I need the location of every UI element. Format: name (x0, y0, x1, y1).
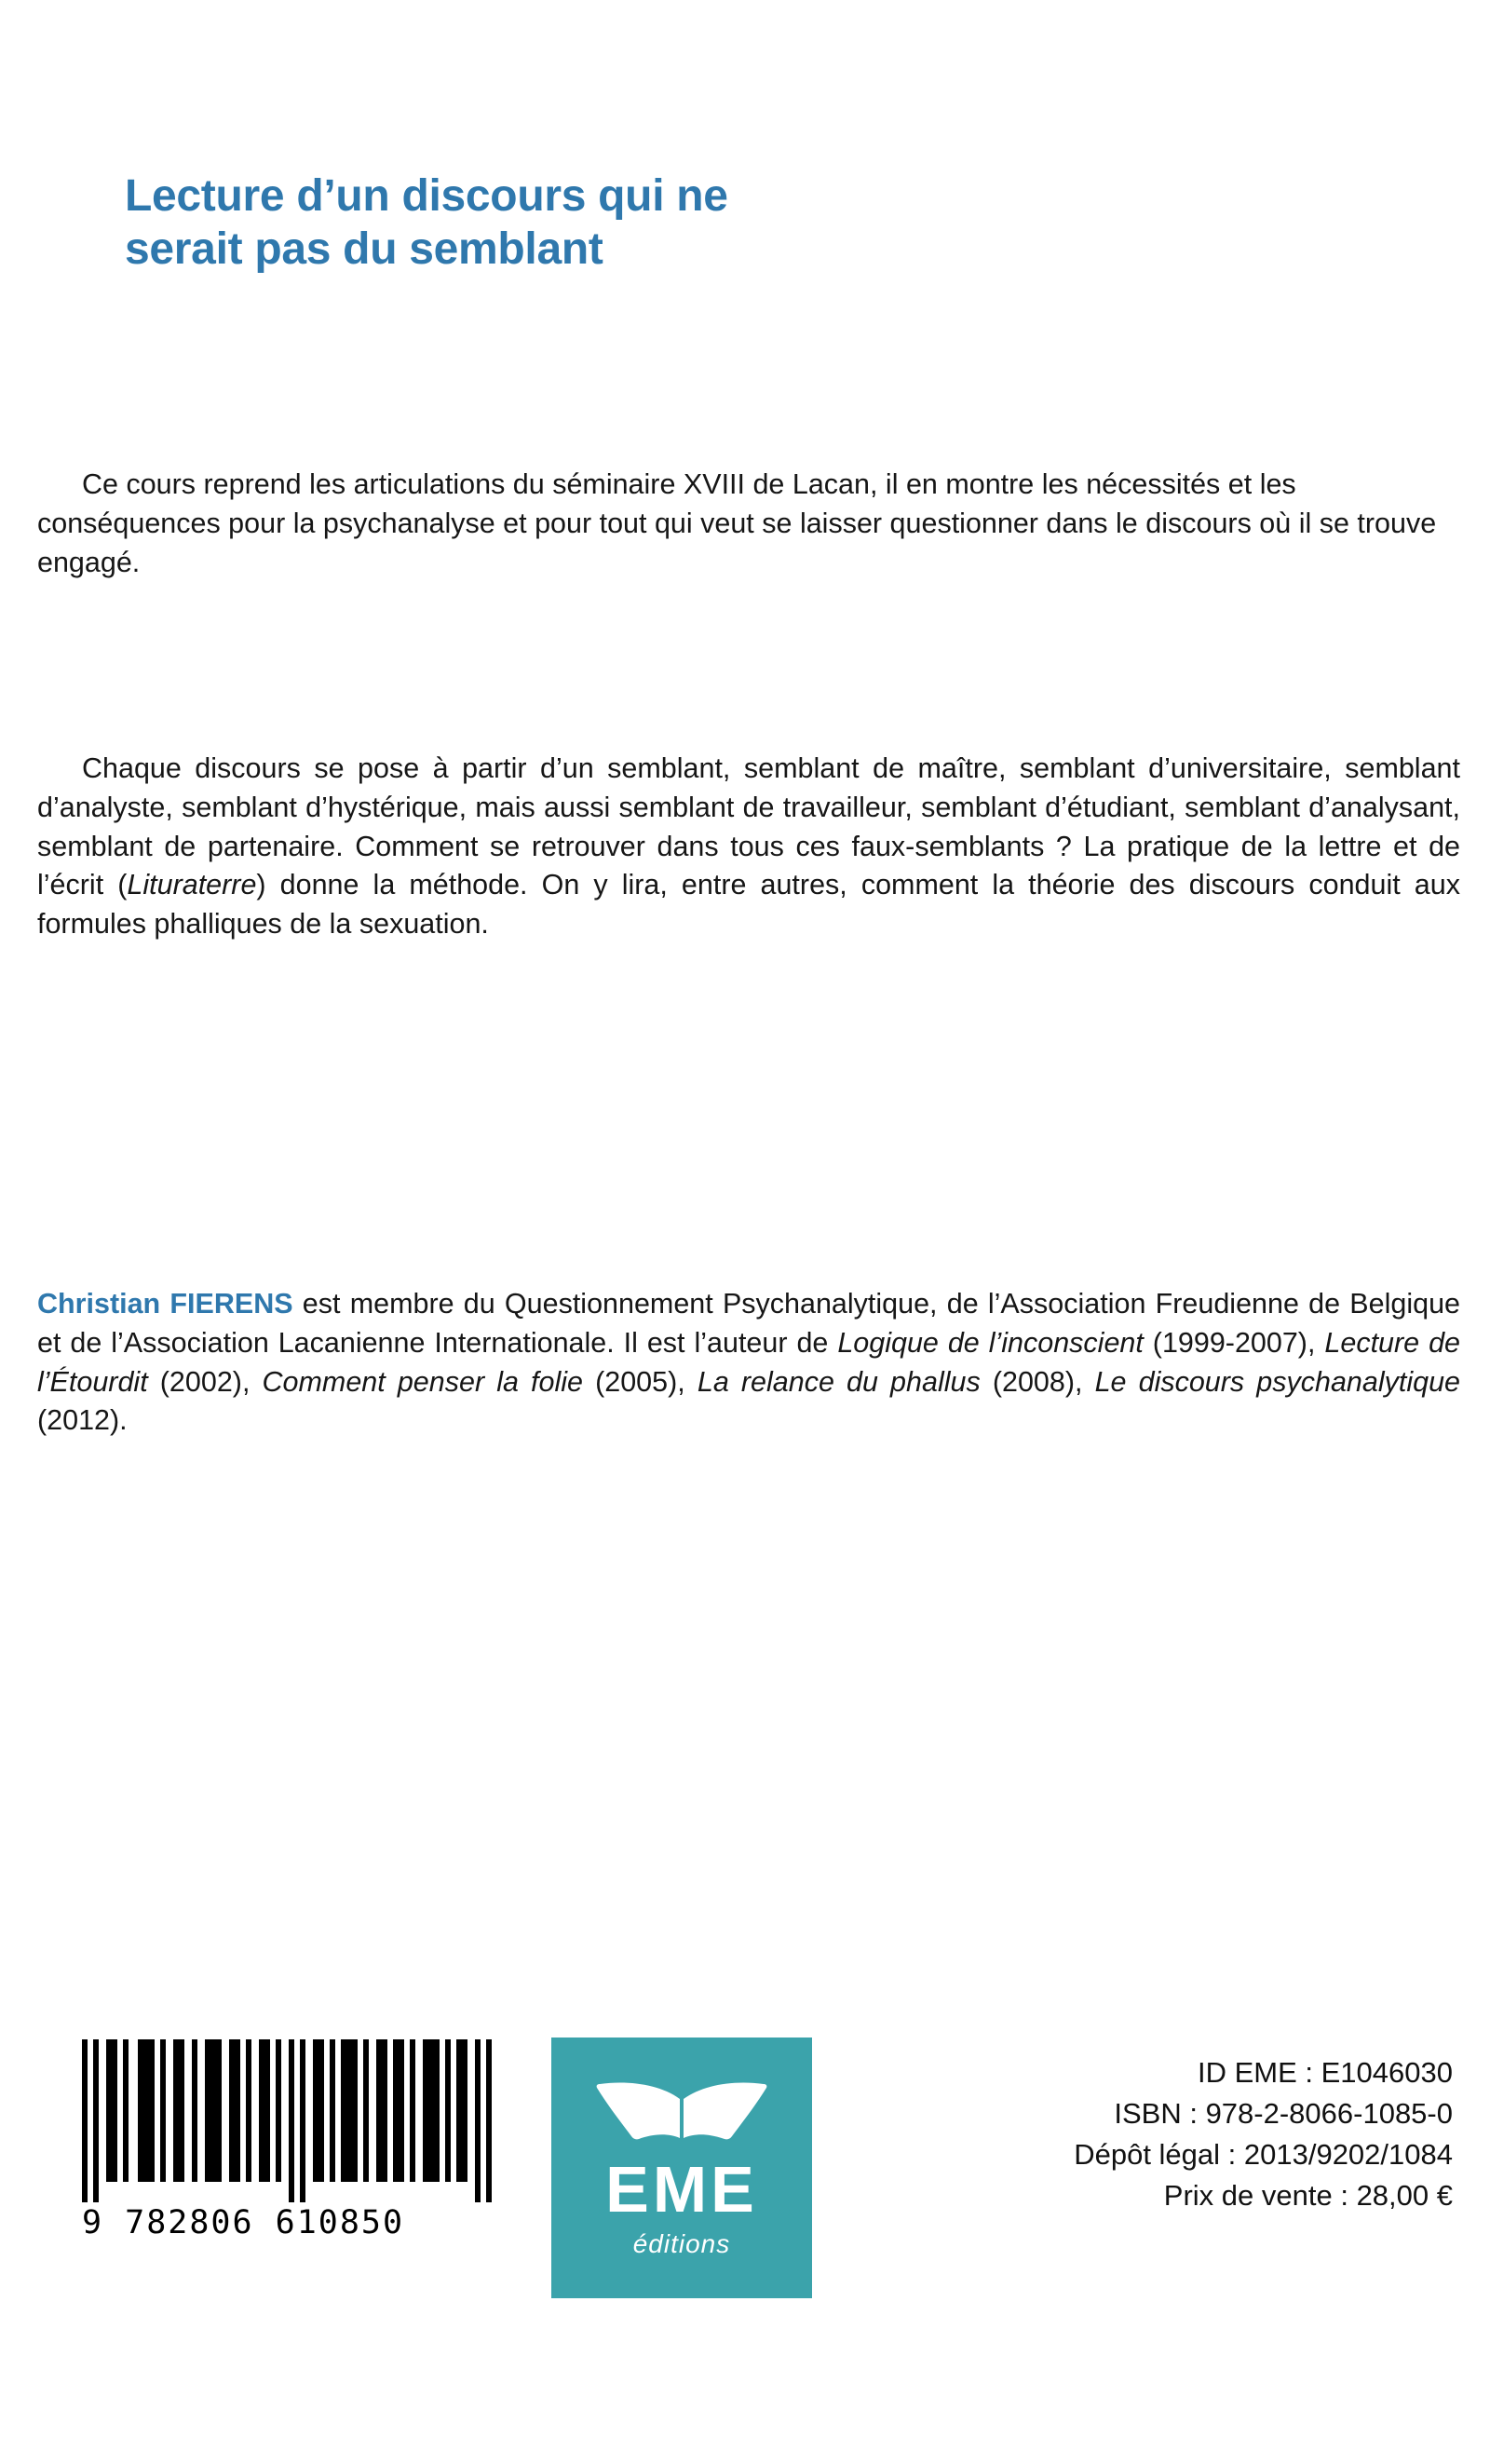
work-title-lecture-de-letourdit: Lecture de l’Étourdit (37, 1326, 1460, 1398)
author-bio-text-3: (2002), (147, 1365, 263, 1398)
info-price: Prix de vente : 28,00 € (1163, 2179, 1453, 2213)
publication-info (801, 2052, 1453, 2216)
summary-paragraph-2 (37, 750, 1460, 944)
summary-paragraph-1-text: Ce cours reprend les articulations du séminaire XVIII de Lacan, il en montre les nécessités et les conséquences pour la psychanalyse et pour tout qui veut se laisser questionner dans le discours où il se trouve engagé. (37, 468, 1437, 578)
author-name: Christian FIERENS (37, 1288, 293, 1320)
work-title-logique-de-linconscient: Logique de l’inconscient (837, 1326, 1144, 1359)
open-book-icon (594, 2080, 769, 2149)
barcode-number: 9 782806 610850 (82, 2204, 405, 2241)
work-title-la-relance-du-phallus: La relance du phallus (697, 1365, 981, 1398)
publisher-subtitle: éditions (632, 2229, 731, 2258)
work-title-le-discours-psychanalytique: Le discours psychanalytique (1094, 1365, 1461, 1398)
info-depot-legal: Dépôt légal : 2013/9202/1084 (1074, 2138, 1453, 2172)
info-isbn: ISBN : 978-2-8066-1085-0 (1114, 2097, 1453, 2131)
publisher-name: EME (605, 2153, 758, 2226)
work-title-comment-penser-la-folie: Comment penser la folie (262, 1365, 583, 1398)
summary-paragraph-2-text-b: ) donne la méthode. On y lira, entre autres, comment la théorie des discours conduit aux formules phalliques de la sexuation. (37, 869, 1460, 941)
footer (0, 2030, 1490, 2347)
work-title-lituraterre: Lituraterre (127, 869, 257, 901)
author-bio-paragraph (37, 1285, 1460, 1441)
page-title (125, 170, 1280, 276)
author-bio-text-6: (2012). (37, 1404, 128, 1437)
author-bio-text-2: (1999-2007), (1143, 1326, 1325, 1359)
info-id-eme: ID EME : E1046030 (1198, 2056, 1453, 2089)
title-line-1: Lecture d’un discours qui ne (125, 171, 728, 221)
author-bio-text-1: est membre du Questionnement Psychanalytique, de l’Association Freudienne de Belgique et de l’Association Lacanienne Internationale. Il est l’auteur de (37, 1288, 1460, 1359)
barcode (82, 2039, 501, 2241)
barcode-bars (82, 2039, 497, 2202)
author-bio-text-4: (2005), (583, 1365, 698, 1398)
author-bio-text-5: (2008), (980, 1365, 1095, 1398)
summary-paragraph-2-text-a: Chaque discours se pose à partir d’un semblant, semblant de maître, semblant d’universitaire, semblant d’analyste, semblant d’hystérique, mais aussi semblant de travailleur, semblant d’étudiant, semblant d’analysant, semblant de partenaire. Comment se retrouver dans tous ces faux-semblants ? La pratique de la lettre et de l’écrit ( (37, 752, 1460, 901)
summary-paragraph-1 (37, 466, 1460, 582)
publisher-logo (551, 2038, 812, 2298)
title-line-2: serait pas du semblant (125, 223, 603, 274)
